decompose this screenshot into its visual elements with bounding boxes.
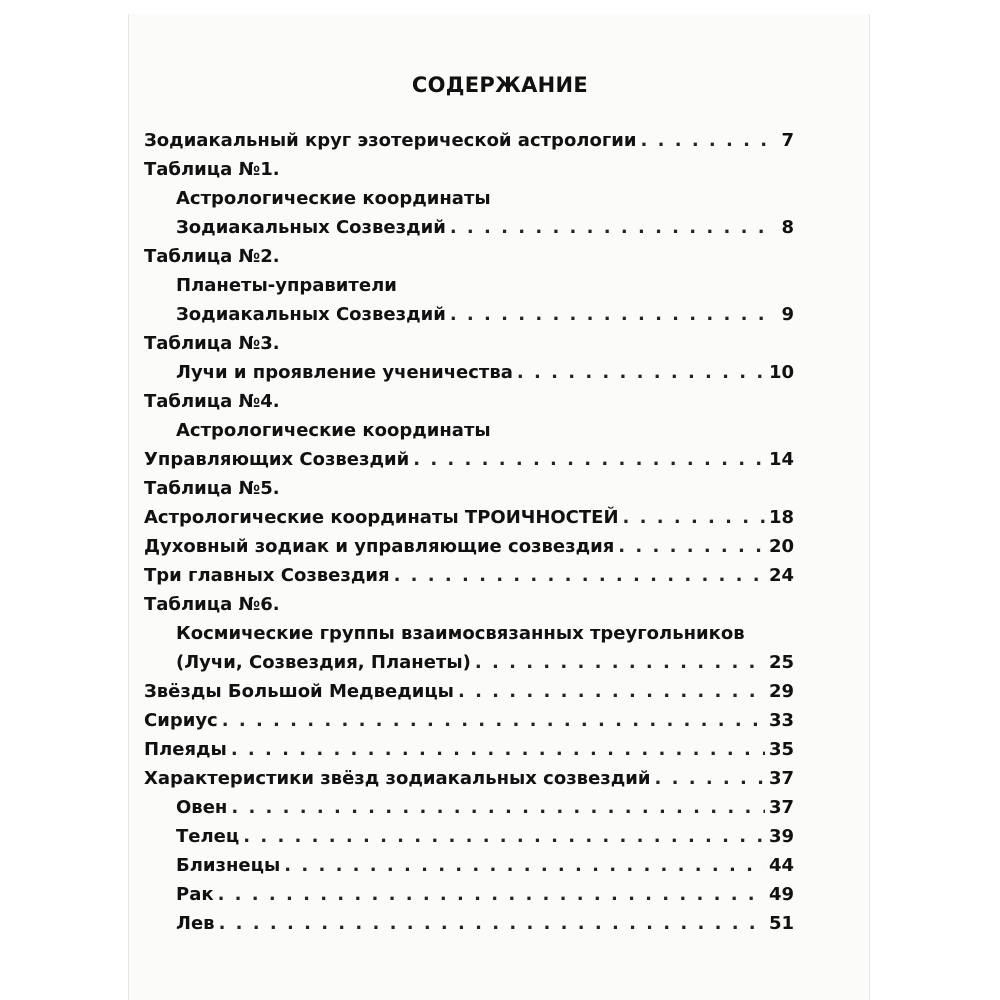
toc-leader-dots	[623, 503, 765, 532]
toc-entry	[144, 387, 794, 416]
toc-entry-title: Планеты-управители	[176, 275, 397, 296]
toc-entry-title: Зодиакальных Созвездий	[176, 217, 446, 238]
toc-page-number: 24	[768, 565, 794, 586]
toc-entry-title: Духовный зодиак и управляющие созвездия	[144, 536, 615, 557]
toc-entry-title: Астрологические координаты	[176, 420, 491, 441]
toc-page-number: 39	[768, 826, 794, 847]
toc-entry-title: Три главных Созвездия	[144, 565, 390, 586]
toc-leader-dots	[641, 126, 769, 155]
toc-entry-title: Таблица №6.	[144, 594, 280, 615]
toc-entry	[144, 735, 794, 764]
toc-entry-title: Сириус	[144, 710, 218, 731]
toc-page-number: 25	[768, 652, 794, 673]
toc-page-number: 33	[768, 710, 794, 731]
toc-page-number: 37	[768, 797, 794, 818]
toc-leader-dots	[222, 706, 765, 735]
toc-entry	[144, 358, 794, 387]
toc-entry-title: Таблица №2.	[144, 246, 280, 267]
toc-page-number: 44	[768, 855, 794, 876]
toc-page-number: 9	[781, 304, 794, 325]
toc-entry-title: Управляющих Созвездий	[144, 449, 410, 470]
toc-leader-dots	[219, 909, 765, 938]
toc-leader-dots	[475, 648, 765, 677]
toc-entry-title: Плеяды	[144, 739, 227, 760]
toc-entry	[144, 677, 794, 706]
toc-entry-title: Телец	[176, 826, 240, 847]
toc-leader-dots	[231, 793, 765, 822]
page-title: СОДЕРЖАНИЕ	[411, 73, 589, 97]
toc-page-number: 8	[781, 217, 794, 238]
toc-entry	[144, 909, 794, 938]
toc-entry	[144, 590, 794, 619]
toc-entry-title: Близнецы	[176, 855, 281, 876]
toc-entry	[144, 822, 794, 851]
toc-page-number: 14	[768, 449, 794, 470]
toc-leader-dots	[458, 677, 765, 706]
toc-page-number: 10	[768, 362, 794, 383]
toc-entry	[144, 764, 794, 793]
toc-entry-title: Характеристики звёзд зодиакальных созвездий	[144, 768, 651, 789]
toc-page-number: 49	[768, 884, 794, 905]
toc-page-number: 35	[768, 739, 794, 760]
toc-leader-dots	[284, 851, 765, 880]
toc-entry	[144, 532, 794, 561]
toc-entry-title: Астрологические координаты	[176, 188, 491, 209]
toc-leader-dots	[618, 532, 765, 561]
toc-page-number: 20	[768, 536, 794, 557]
toc-entry-title: Овен	[176, 797, 228, 818]
toc-entry	[144, 706, 794, 735]
toc-entry	[144, 851, 794, 880]
toc-entry-title: Таблица №3.	[144, 333, 280, 354]
toc-entry	[144, 503, 794, 532]
toc-leader-dots	[394, 561, 765, 590]
toc-entry-title: Космические группы взаимосвязанных треугольников	[176, 623, 745, 644]
toc-entry	[144, 329, 794, 358]
toc-leader-dots	[450, 300, 768, 329]
toc-entry	[144, 271, 794, 300]
toc-entry-title: Звёзды Большой Медведицы	[144, 681, 454, 702]
table-of-contents	[144, 126, 794, 938]
toc-entry-title: Таблица №5.	[144, 478, 280, 499]
toc-entry-title: Зодиакальный круг эзотерической астрологии	[144, 130, 637, 151]
toc-leader-dots	[218, 880, 765, 909]
toc-entry	[144, 619, 794, 648]
toc-entry-title: Таблица №1.	[144, 159, 280, 180]
toc-page-number: 7	[781, 130, 794, 151]
toc-entry	[144, 416, 794, 445]
toc-entry-title: (Лучи, Созвездия, Планеты)	[176, 652, 471, 673]
toc-leader-dots	[655, 764, 765, 793]
toc-entry-title: Таблица №4.	[144, 391, 280, 412]
toc-entry-title: Зодиакальных Созвездий	[176, 304, 446, 325]
toc-entry	[144, 445, 794, 474]
toc-leader-dots	[413, 445, 765, 474]
toc-entry-title: Астрологические координаты ТРОИЧНОСТЕЙ	[144, 507, 619, 528]
toc-entry	[144, 242, 794, 271]
toc-entry	[144, 126, 794, 155]
toc-entry-title: Лев	[176, 913, 215, 934]
toc-entry	[144, 300, 794, 329]
toc-page-number: 37	[768, 768, 794, 789]
toc-leader-dots	[517, 358, 765, 387]
toc-page-number: 51	[768, 913, 794, 934]
toc-entry	[144, 213, 794, 242]
toc-entry	[144, 648, 794, 677]
toc-entry	[144, 561, 794, 590]
toc-leader-dots	[231, 735, 765, 764]
toc-leader-dots	[243, 822, 765, 851]
toc-page-number: 18	[768, 507, 794, 528]
toc-page-number: 29	[768, 681, 794, 702]
toc-entry	[144, 184, 794, 213]
toc-entry-title: Лучи и проявление ученичества	[176, 362, 513, 383]
toc-entry	[144, 793, 794, 822]
toc-entry	[144, 880, 794, 909]
toc-entry	[144, 474, 794, 503]
toc-entry-title: Рак	[176, 884, 214, 905]
toc-leader-dots	[450, 213, 768, 242]
toc-entry	[144, 155, 794, 184]
